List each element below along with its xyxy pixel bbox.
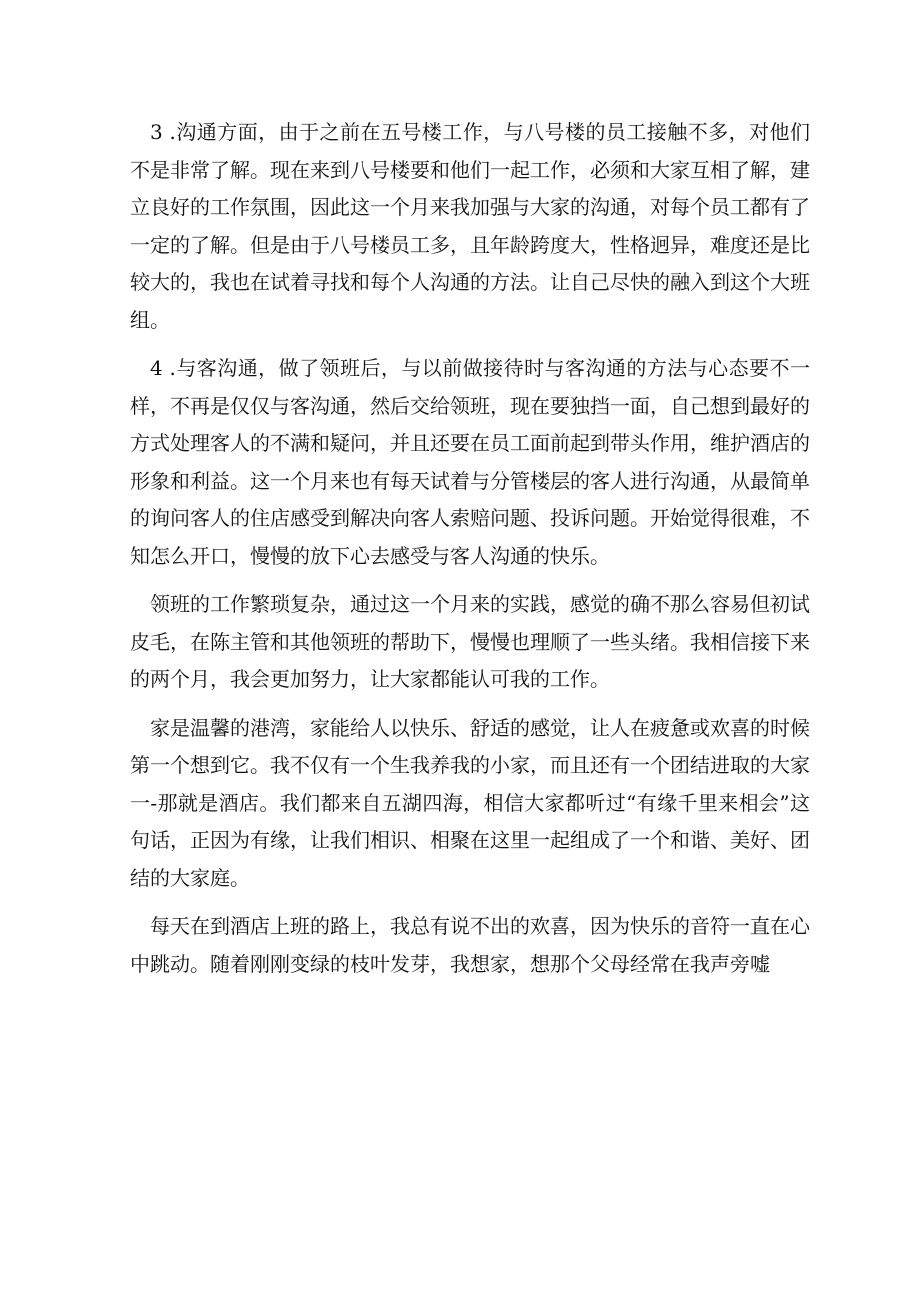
paragraph-communication-guests: 4 .与客沟通，做了领班后，与以前做接待时与客沟通的方法与心态要不一样，不再是仅仅与客沟通，然后交给领班，现在要独挡一面，自己想到最好的方式处理客人的不满和疑问，并且还要在员工面前起到带头作用，维护酒店的形象和利益。这一个月来也有每天试着与分管楼层的客人进行沟通，从最简单的询问客人的住店感受到解决向客人索赔问题、投诉问题。开始觉得很难，不知怎么开口，慢慢的放下心去感受与客人沟通的快乐。: [130, 356, 810, 568]
paragraph-hotel-family: 家是温馨的港湾，家能给人以快乐、舒适的感觉，让人在疲惫或欢喜的时候第一个想到它。我不仅有一个生我养我的小家，而且还有一个团结进取的大家一-那就是酒店。我们都来自五湖四海，相信大家都听过“有缘千里来相会”这句话，正因为有缘，让我们相识、相聚在这里一起组成了一个和谐、美好、团结的大家庭。: [130, 715, 810, 890]
paragraph-daily-commute: 每天在到酒店上班的路上，我总有说不出的欢喜，因为快乐的音符一直在心中跳动。随着刚刚变绿的枝叶发芽，我想家，想那个父母经常在我声旁嘘: [130, 914, 810, 976]
paragraph-communication-staff: 3 .沟通方面，由于之前在五号楼工作，与八号楼的员工接触不多，对他们不是非常了解。现在来到八号楼要和他们一起工作，必须和大家互相了解，建立良好的工作氛围，因此这一个月来我加强与大家的沟通，对每个员工都有了一定的了解。但是由于八号楼员工多，且年龄跨度大，性格迥异，难度还是比较大的，我也在试着寻找和每个人沟通的方法。让自己尽快的融入到这个大班组。: [130, 120, 810, 332]
document-body: [130, 114, 810, 994]
paragraph-supervisor-work: 领班的工作繁琐复杂，通过这一个月来的实践，感觉的确不那么容易但初试皮毛，在陈主管和其他领班的帮助下，慢慢也理顺了一些头绪。我相信接下来的两个月，我会更加努力，让大家都能认可我的工作。: [130, 592, 810, 691]
